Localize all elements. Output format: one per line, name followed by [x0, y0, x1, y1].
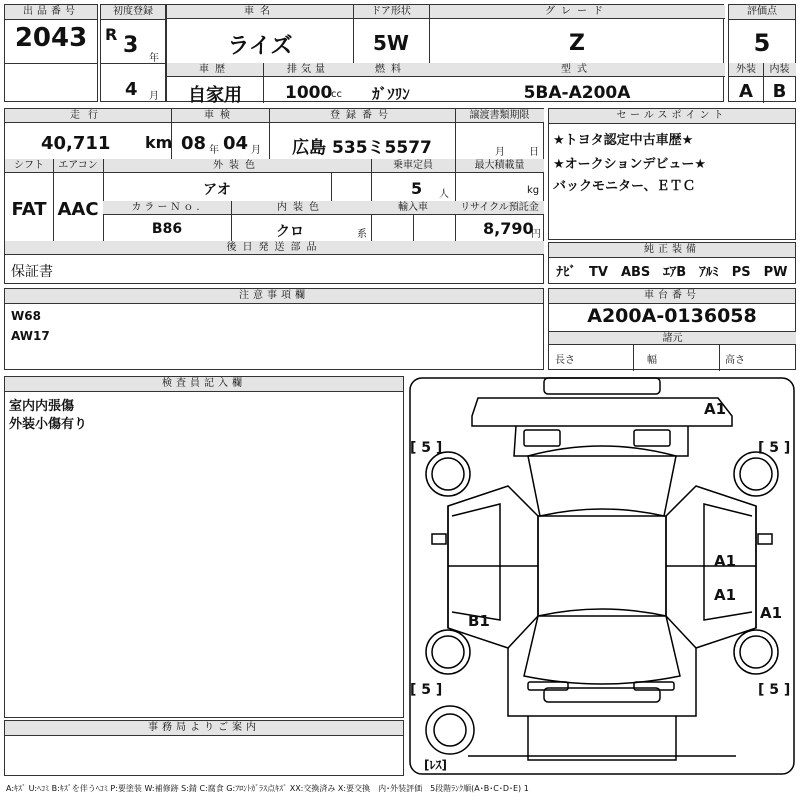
spare-tire-label: [ﾚｽ] — [424, 758, 447, 772]
displacement-label: 排気量 — [263, 63, 353, 77]
width-label: 幅 — [647, 355, 657, 366]
recycle: 8,790 — [483, 219, 534, 238]
mileage-unit: km — [145, 133, 173, 152]
sales-line-3: バックモニター、ＥＴＣ — [553, 179, 696, 194]
first-reg-label: 初度登録 — [101, 5, 165, 20]
inspection-year-unit: 年 — [209, 145, 219, 156]
score-label: 評価点 — [729, 5, 795, 20]
score: 5 — [753, 29, 771, 57]
transfer-month: 月 — [495, 147, 505, 158]
recycle-unit: 円 — [531, 229, 541, 240]
mileage: 40,711 — [41, 133, 111, 154]
first-reg-box — [100, 4, 166, 102]
history: 自家用 — [188, 85, 242, 106]
ac-label: エアコン — [53, 159, 103, 173]
genuine-box — [548, 242, 796, 284]
later-parts: 保証書 — [11, 264, 53, 280]
capacity-unit: 人 — [439, 189, 449, 200]
height-label: 高さ — [725, 355, 745, 366]
history-label: 車歴 — [167, 63, 263, 77]
model-label: 型式 — [429, 63, 725, 77]
plate-label: 登録番号 — [269, 109, 455, 123]
lot-box — [4, 4, 98, 102]
month-unit: 月 — [149, 91, 159, 102]
model: 5BA-A200A — [523, 83, 631, 103]
inspector-line-2: 外装小傷有り — [9, 417, 88, 432]
ac: AAC — [57, 199, 99, 220]
sales-line-2: ★オークションデビュー★ — [553, 157, 707, 172]
inspection-year: 08 — [181, 133, 207, 154]
transfer-label: 譲渡書類期限 — [455, 109, 544, 123]
displacement: 1000 — [285, 83, 333, 103]
later-parts-label: 後日発送部品 — [5, 241, 544, 255]
car-diagram — [408, 376, 796, 776]
grade: Z — [569, 31, 585, 56]
sales-line-1: ★トヨタ認定中古車歴★ — [553, 133, 694, 148]
transfer-day: 日 — [529, 147, 539, 158]
inspector-line-1: 室内内張傷 — [9, 399, 75, 414]
office-label: 事務局よりご案内 — [5, 721, 403, 736]
recycle-label: リサイクル預託金 — [455, 201, 544, 215]
notes-label: 注意事項欄 — [5, 289, 543, 304]
sales-box — [548, 108, 796, 240]
tire-rear-left: [ 5 ] — [410, 440, 443, 456]
fuel: ｶﾞｿﾘﾝ — [372, 85, 410, 103]
chassis-label: 車台番号 — [549, 289, 795, 304]
capacity-label: 乗車定員 — [371, 159, 455, 173]
sales-label: セールスポイント — [549, 109, 795, 124]
damage-mark-right-front: A1 — [760, 604, 783, 622]
color-no-label: カラーＮｏ. — [103, 201, 231, 215]
vehicle-detail-box — [4, 108, 544, 284]
length-label: 長さ — [555, 355, 575, 366]
era: R — [105, 25, 118, 44]
mileage-label: 走行 — [5, 109, 171, 123]
year-unit: 年 — [149, 53, 159, 64]
int-color-label: 内装色 — [231, 201, 371, 215]
capacity: 5 — [411, 179, 423, 198]
reg-month: 4 — [125, 79, 138, 100]
load-label: 最大積載量 — [455, 159, 544, 173]
lot-label: 出品番号 — [5, 5, 97, 20]
displacement-unit: cc — [331, 89, 342, 100]
door-type: 5W — [373, 31, 409, 55]
genuine-label: 純正装備 — [549, 243, 795, 258]
inspector-label: 検査員記入欄 — [5, 377, 403, 392]
car-info-box — [166, 4, 724, 106]
grade-label: グレード — [429, 5, 725, 19]
interior-color: クロ — [276, 224, 304, 240]
name-label: 車名 — [167, 5, 353, 19]
fuel-label: 燃料 — [353, 63, 429, 77]
tire-front-left: [ 5 ] — [410, 682, 443, 698]
damage-mark-right-door-upper: A1 — [714, 552, 737, 570]
plate: 広島 535ミ5577 — [292, 138, 432, 158]
legend: A:ｷｽﾞ U:ﾍｺﾐ B:ｷｽﾞを伴うﾍｺﾐ P:要塗装 W:補修跡 S:錆 C:腐食 G:ﾌﾛﾝﾄｶﾞﾗｽ点ｷｽﾞ XX:交換済み X:要交換 内･外装評価 5段階ﾗﾝｸ順(A･B･C･D･E) 1 — [6, 784, 529, 793]
lot-number: 2043 — [14, 23, 88, 53]
car-name: ライズ — [227, 34, 293, 59]
interior-label: 内装 — [763, 63, 796, 77]
inspection-month: 04 — [223, 133, 249, 154]
notes-box — [4, 288, 544, 370]
color-number: B86 — [151, 221, 183, 237]
shift: FAT — [11, 199, 47, 220]
chassis-number: A200A-0136058 — [587, 305, 757, 327]
door-label: ドア形状 — [353, 5, 429, 19]
load-unit: kg — [527, 185, 540, 196]
damage-mark-left-door: B1 — [468, 612, 490, 630]
color-label: 外装色 — [103, 159, 371, 173]
shift-label: シフト — [5, 159, 53, 173]
chassis-box — [548, 288, 796, 370]
score-box — [728, 4, 796, 102]
import-label: 輸入車 — [371, 201, 455, 215]
exterior-label: 外装 — [729, 63, 763, 77]
inspection-month-unit: 月 — [251, 145, 261, 156]
interior-grade: B — [772, 81, 787, 102]
tire-front-right: [ 5 ] — [758, 682, 791, 698]
notes-line-2: AW17 — [11, 329, 50, 343]
damage-mark-rear-right: A1 — [704, 400, 727, 418]
office-box — [4, 720, 404, 776]
car-outline-diagram — [408, 376, 796, 776]
notes-line-1: W68 — [11, 309, 41, 323]
exterior-color: アオ — [203, 182, 231, 198]
inspection-label: 車検 — [171, 109, 269, 123]
tire-rear-right: [ 5 ] — [758, 440, 791, 456]
damage-mark-right-door-lower: A1 — [714, 586, 737, 604]
dims-label: 諸元 — [549, 331, 796, 345]
int-color-unit: 系 — [357, 229, 367, 240]
exterior-grade: A — [739, 81, 753, 102]
inspector-box — [4, 376, 404, 718]
genuine-items: ﾅﾋﾞ TV ABS ｴｱB ｱﾙﾐ PS PW — [556, 265, 788, 280]
reg-year: 3 — [123, 33, 139, 58]
